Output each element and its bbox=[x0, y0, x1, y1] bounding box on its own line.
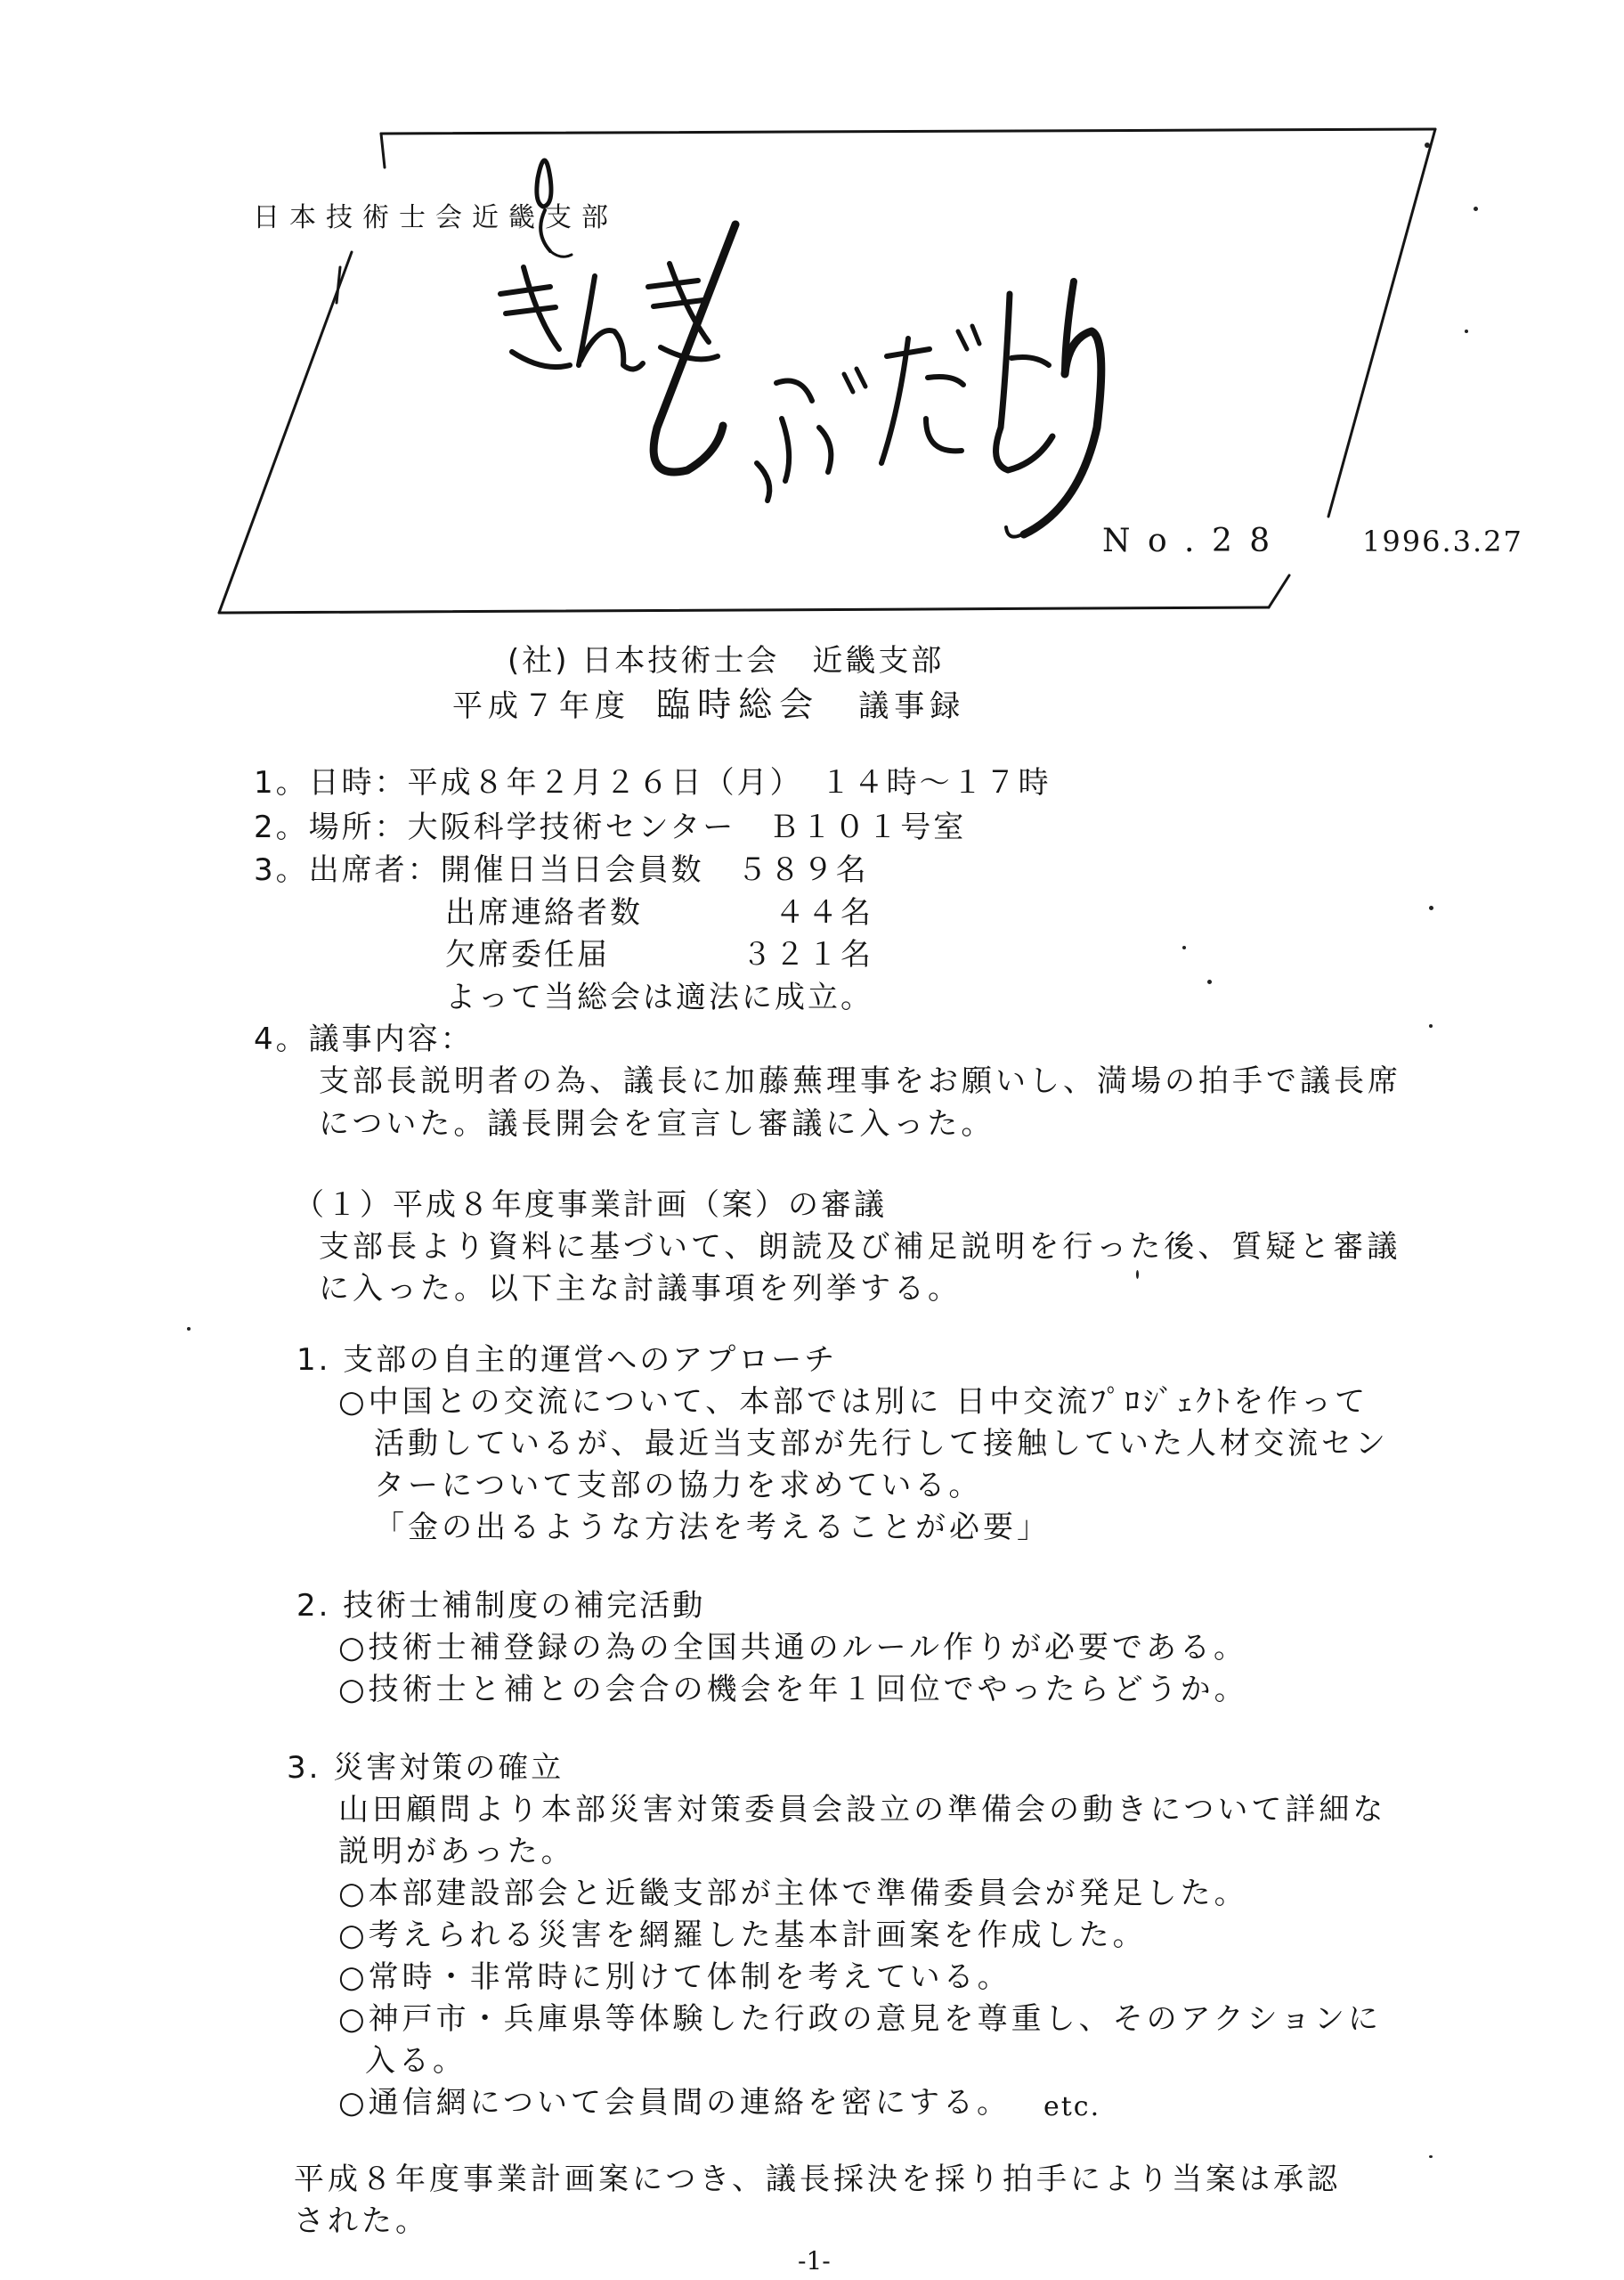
org-name: 日本技術士会近畿支部 bbox=[253, 202, 618, 233]
doc-title-org: (社) 日本技術士会 近畿支部 bbox=[508, 643, 945, 679]
item-datetime: 1。日時：平成８年２月２６日（月） １４時～１７時 bbox=[254, 765, 1052, 801]
agenda-para-line1: 支部長説明者の為、議長に加藤蕪理事をお願いし、満場の拍手で議長席 bbox=[319, 1063, 1401, 1099]
scan-speck bbox=[1207, 980, 1212, 984]
sub3-line7: 入る。 bbox=[365, 2043, 467, 2079]
page-number: -1- bbox=[798, 2246, 831, 2276]
item-attendees-contact: 出席連絡者数 ４４名 bbox=[445, 895, 873, 931]
border-top bbox=[381, 129, 1435, 134]
border-left bbox=[219, 252, 352, 613]
scan-speck bbox=[1425, 142, 1430, 148]
sub1-line2: 活動しているが、最近当支部が先行して接触していた人材交流セン bbox=[374, 1426, 1389, 1462]
doc-title-year: 平成７年度 bbox=[452, 688, 630, 724]
scan-speck bbox=[1136, 1270, 1139, 1279]
scan-speck bbox=[1429, 906, 1433, 910]
sub2-line2: ○技術士と補との会合の機会を年１回位でやったらどうか。 bbox=[338, 1672, 1248, 1707]
closing-line1: 平成８年度事業計画案につき、議長採決を採り拍手により当案は承認 bbox=[294, 2162, 1341, 2197]
sub3-line2: 説明があった。 bbox=[338, 1834, 575, 1869]
doc-title-main: 臨時総会 bbox=[656, 685, 821, 724]
section-para-line2: に入った。以下主な討議事項を列挙する。 bbox=[319, 1271, 962, 1307]
scan-speck bbox=[1429, 2155, 1433, 2158]
doc-title bbox=[452, 685, 966, 724]
sub3-line4: ○考えられる災害を網羅した基本計画案を作成した。 bbox=[338, 1918, 1147, 1953]
section-heading: （１）平成８年度事業計画（案）の審議 bbox=[294, 1187, 887, 1223]
sub3-heading: 3. 災害対策の確立 bbox=[287, 1750, 564, 1786]
scan-speck bbox=[1474, 207, 1478, 211]
scan-speck bbox=[1429, 1024, 1433, 1028]
issue-number: N o . 2 8 bbox=[1102, 523, 1274, 559]
sub3-line5: ○常時・非常時に別けて体制を考えている。 bbox=[338, 1959, 1011, 1995]
agenda-para-line2: についた。議長開会を宣言し審議に入った。 bbox=[319, 1106, 995, 1142]
sub1-line4: 「金の出るような方法を考えることが必要」 bbox=[374, 1510, 1051, 1545]
scan-speck bbox=[1182, 946, 1186, 949]
border-right bbox=[1328, 129, 1435, 517]
item-attendees-proxy: 欠席委任届 ３２１名 bbox=[445, 937, 873, 973]
item-place: 2。場所：大阪科学技術センター Ｂ１０１号室 bbox=[254, 810, 967, 845]
sub3-line6: ○神戸市・兵庫県等体験した行政の意見を尊重し、そのアクションに bbox=[338, 2001, 1382, 2037]
sub3-etc: etc. bbox=[1043, 2091, 1101, 2122]
sub1-line1: ○中国との交流について、本部では別に 日中交流ﾌﾟﾛｼﾞｪｸﾄを作って bbox=[338, 1384, 1369, 1420]
sub3-line1: 山田顧問より本部災害対策委員会設立の準備会の動きについて詳細な bbox=[338, 1792, 1387, 1828]
sub2-heading: 2. 技術士補制度の補完活動 bbox=[296, 1588, 706, 1624]
sub1-heading: 1. 支部の自主的運営へのアプローチ bbox=[296, 1342, 838, 1378]
sub3-line8: ○通信網について会員間の連絡を密にする。 bbox=[338, 2085, 1011, 2121]
issue-date: 1996.3.27 bbox=[1362, 525, 1523, 558]
doc-title-suffix: 議事録 bbox=[858, 688, 966, 724]
scan-speck bbox=[187, 1327, 191, 1331]
item-agenda-heading: 4。議事内容： bbox=[254, 1022, 474, 1057]
sub1-line3: ターについて支部の協力を求めている。 bbox=[374, 1468, 983, 1503]
border-bottom bbox=[219, 607, 1269, 613]
item-attendees: 3。出席者：開催日当日会員数 ５８９名 bbox=[254, 852, 869, 888]
sub3-line3: ○本部建設部会と近畿支部が主体で準備委員会が発足した。 bbox=[338, 1876, 1248, 1911]
closing-line2: された。 bbox=[294, 2203, 429, 2239]
sub2-line1: ○技術士補登録の為の全国共通のルール作りが必要である。 bbox=[338, 1630, 1247, 1665]
section-para-line1: 支部長より資料に基づいて、朗読及び補足説明を行った後、質疑と審議 bbox=[319, 1229, 1401, 1265]
scan-speck bbox=[1465, 330, 1468, 333]
item-quorum: よって当総会は適法に成立。 bbox=[445, 980, 873, 1015]
